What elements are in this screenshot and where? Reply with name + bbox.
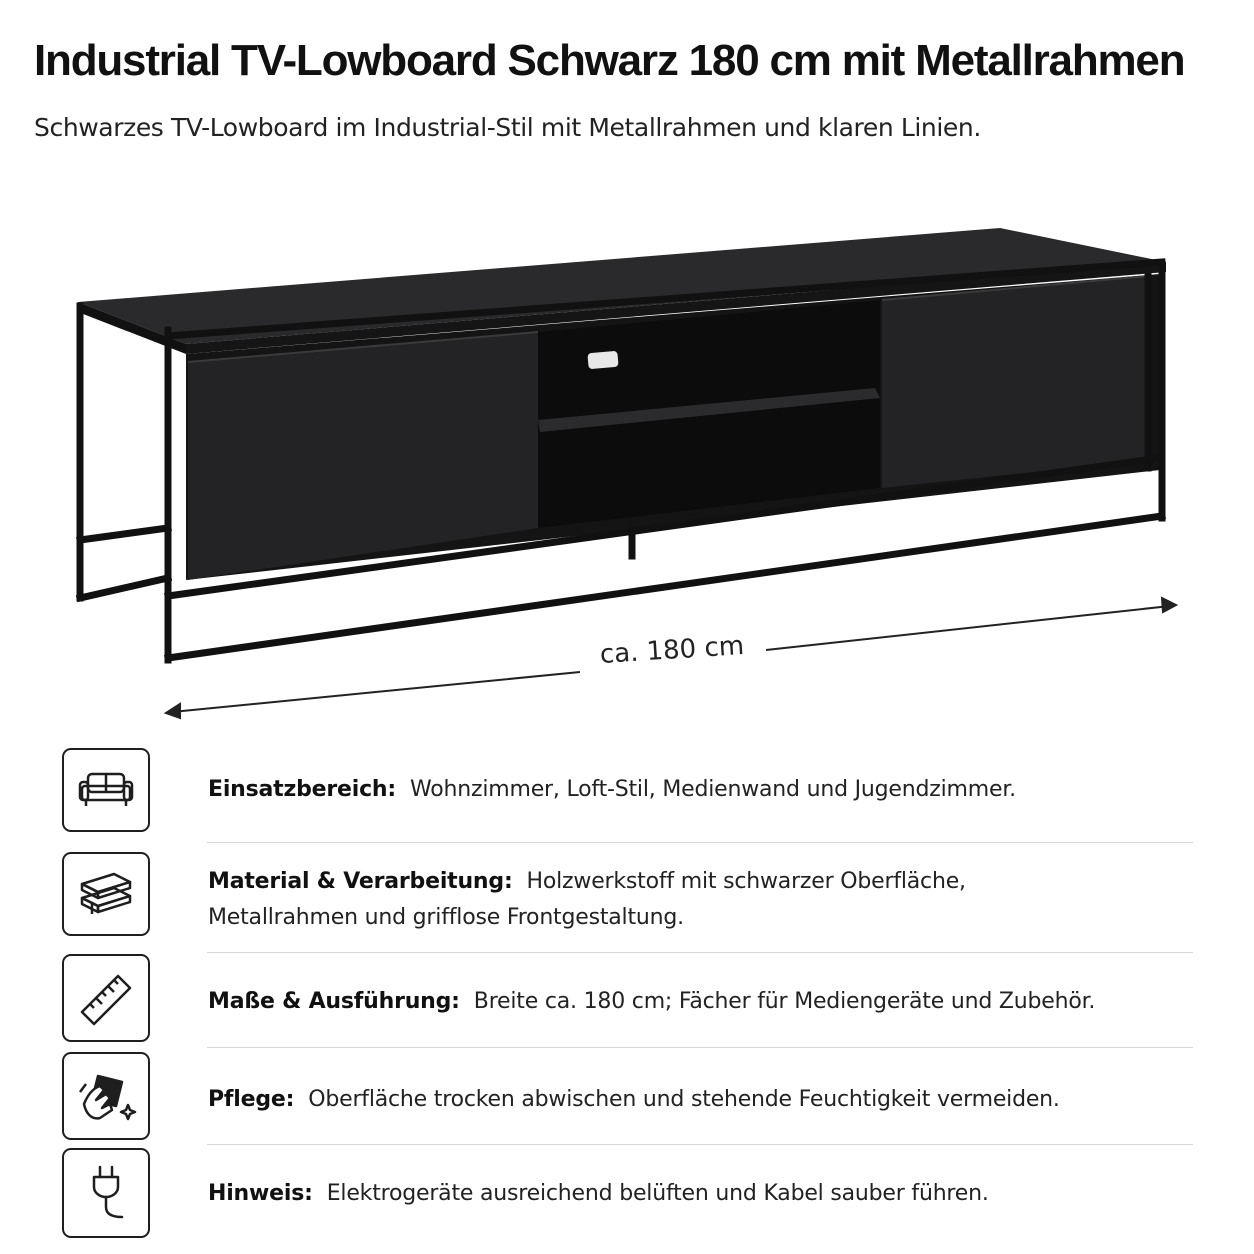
cleaning-hand-icon [62, 1052, 150, 1140]
dimension-arrow [172, 672, 580, 712]
power-plug-icon [62, 1148, 150, 1238]
divider [207, 842, 1193, 843]
lowboard-right-door [882, 276, 1148, 488]
feature-text [208, 984, 1188, 1020]
feature-text [208, 1082, 1188, 1118]
ruler-icon [62, 954, 150, 1042]
divider [207, 1144, 1193, 1145]
feature-label: Einsatzbereich: [208, 777, 396, 802]
feature-label: Hinweis: [208, 1181, 313, 1206]
page-title: Industrial TV-Lowboard Schwarz 180 cm mit Metallrahmen [34, 36, 1185, 85]
page-subtitle: Schwarzes TV-Lowboard im Industrial-Stil mit Metallrahmen und klaren Linien. [34, 113, 981, 142]
feature-label: Pflege: [208, 1087, 295, 1112]
wood-board-icon [62, 852, 150, 936]
feature-value: Wohnzimmer, Loft-Stil, Medienwand und Jugendzimmer. [409, 777, 1016, 802]
divider [207, 1047, 1193, 1048]
feature-value: Holzwerkstoff mit schwarzer Oberfläche, [526, 869, 966, 894]
feature-value: Oberfläche trocken abwischen und stehende Feuchtigkeit vermeiden. [308, 1087, 1060, 1112]
feature-label: Material & Verarbeitung: [208, 869, 513, 894]
feature-text [208, 1176, 1188, 1212]
sofa-icon [62, 748, 150, 832]
feature-value: Breite ca. 180 cm; Fächer für Mediengeräte und Zubehör. [473, 989, 1096, 1014]
feature-text [208, 772, 1188, 808]
feature-text [208, 864, 1188, 936]
feature-label: Maße & Ausführung: [208, 989, 460, 1014]
feature-value-line2: Metallrahmen und grifflose Frontgestaltung. [208, 905, 684, 930]
feature-value: Elektrogeräte ausreichend belüften und Kabel sauber führen. [326, 1181, 989, 1206]
dimension-label: ca. 180 cm [599, 630, 745, 670]
divider [207, 952, 1193, 953]
